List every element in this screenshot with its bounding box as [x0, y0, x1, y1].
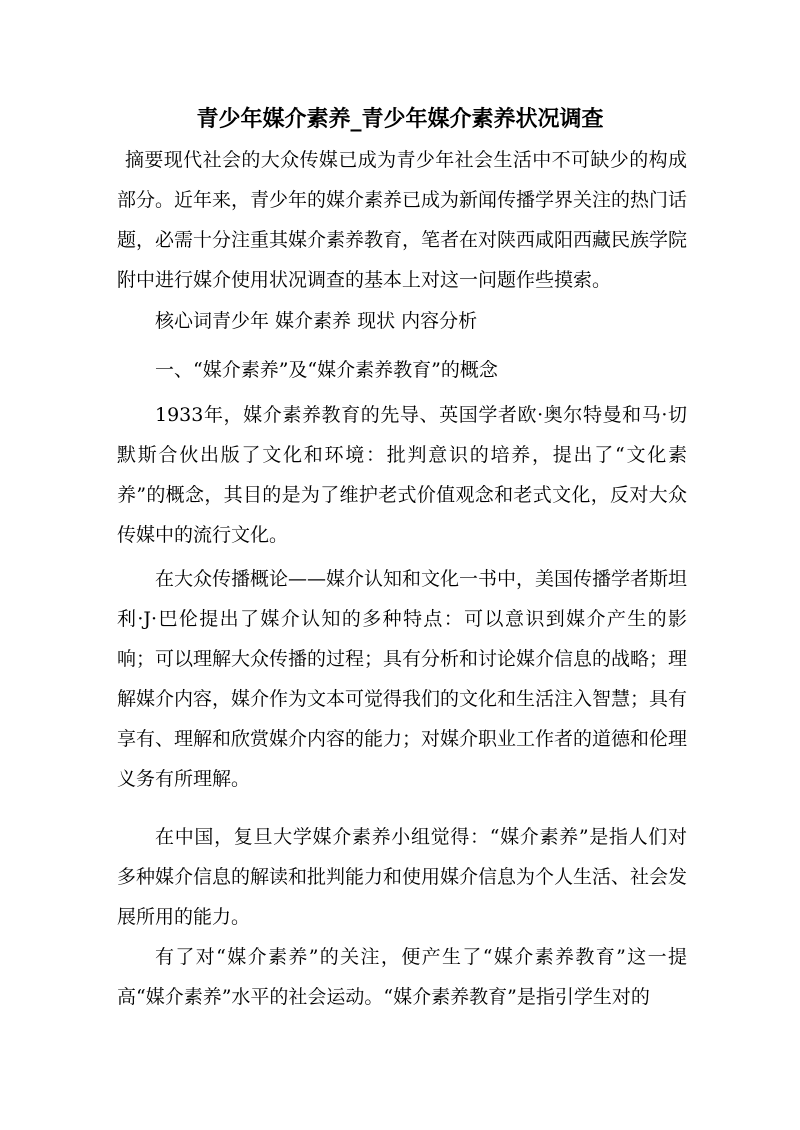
section-heading: 一、“媒介素养”及“媒介素养教育”的概念	[155, 359, 498, 381]
body-paragraph-fudan: 在中国，复旦大学媒介素养小组觉得：“媒介素养”是指人们对多种媒介信息的解读和批判能力和使用媒介信息为个人生活、社会发展所用的能力。	[117, 826, 688, 928]
document-title: 青少年媒介素养_青少年媒介素养状况调查	[196, 106, 604, 132]
body-paragraph-1933: 1933年，媒介素养教育的先导、英国学者欧·奥尔特曼和马·切默斯合伙出版了文化和环境：批判意识的培养，提出了“文化素养”的概念，其目的是为了维护老式价值观念和老式文化，反对大众传媒中的流行文化。	[117, 404, 687, 546]
abstract-paragraph: 摘要现代社会的大众传媒已成为青少年社会生活中不可缺少的构成部分。近年来，青少年的媒介素养已成为新闻传播学界关注的热门话题，必需十分注重其媒介素养教育，笔者在对陕西咸阳西藏民族学院附中进行媒介使用状况调查的基本上对这一问题作些摸索。	[117, 149, 688, 291]
body-paragraph-education: 有了对“媒介素养”的关注，便产生了“媒介素养教育”这一提高“媒介素养”水平的社会运动。“媒介素养教育”是指引学生对的	[117, 946, 687, 1008]
body-paragraph-baran: 在大众传播概论——媒介认知和文化一书中，美国传播学者斯坦利·J·巴伦提出了媒介认知的多种特点：可以意识到媒介产生的影响；可以理解大众传播的过程；具有分析和讨论媒介信息的战略；理解媒介内容，媒介作为文本可觉得我们的文化和生活注入智慧；具有享有、理解和欣赏媒介内容的能力；对媒介职业工作者的道德和伦理义务有所理解。	[117, 568, 688, 790]
keywords-paragraph: 核心词青少年 媒介素养 现状 内容分析	[155, 310, 478, 332]
